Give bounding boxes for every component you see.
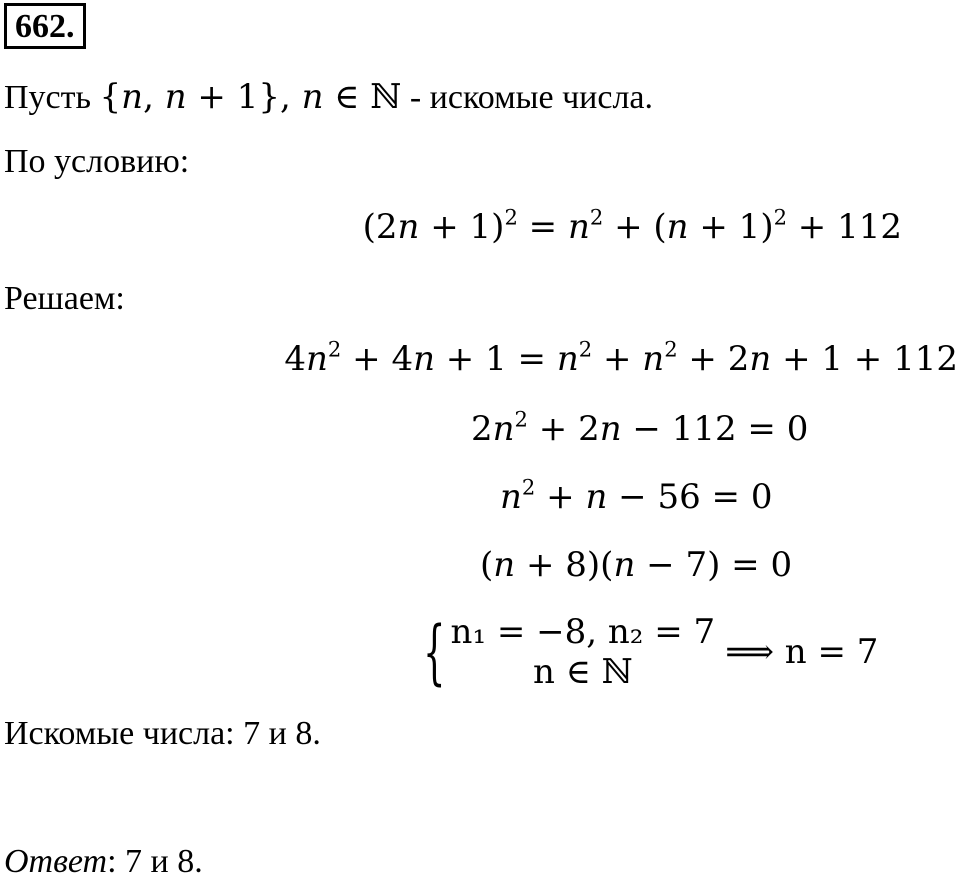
solve-label: Решаем:	[4, 280, 125, 317]
answer-line	[4, 845, 203, 879]
found-numbers-line: Искомые числа: 7 и 8.	[4, 715, 321, 752]
system-rows	[451, 612, 716, 692]
answer-value: : 7 и 8.	[107, 843, 203, 880]
condition-label: По условию:	[4, 143, 190, 180]
intro-prefix: Пусть	[4, 79, 100, 116]
solution-step-1: $4n^2 + 4n + 1 = n^2 + n^2 + 2n + 1 + 112$	[284, 336, 958, 379]
answer-label: Ответ	[4, 843, 108, 880]
solution-step-4: (n + 8)(n − 7) = 0	[480, 545, 793, 585]
solution-system	[412, 612, 878, 692]
intro-suffix: - искомые числа.	[401, 79, 654, 116]
intro-set-formula: {n, n + 1}, n ∈ ℕ	[99, 77, 402, 117]
condition-equation: $(2n + 1)^2 = n^2 + (n + 1)^2 + 112$	[362, 204, 902, 247]
solution-step-3: $n^2 + n - 56 = 0$	[500, 474, 773, 517]
system-row-domain: n ∈ ℕ	[532, 652, 633, 692]
intro-line	[4, 77, 654, 117]
solution-step-2: $2n^2 + 2n - 112 = 0$	[471, 406, 809, 449]
system-result: ⟹ n = 7	[725, 632, 879, 672]
system-row-roots: n₁ = −8, n₂ = 7	[450, 612, 716, 652]
system-brace: {	[423, 611, 446, 693]
problem-number: 662.	[4, 3, 86, 49]
